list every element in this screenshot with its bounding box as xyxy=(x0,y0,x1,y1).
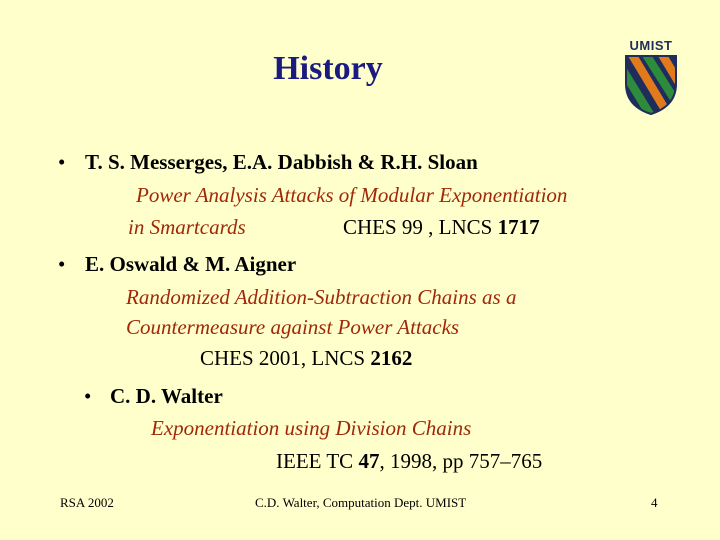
bullet-marker: • xyxy=(58,252,66,276)
entry-3-venue xyxy=(276,449,542,474)
entry-2-author: E. Oswald & M. Aigner xyxy=(85,252,297,276)
page-number: 4 xyxy=(651,495,658,510)
entry-3-title-line-1: Exponentiation using Division Chains xyxy=(151,416,472,440)
entry-2-title-line-1: Randomized Addition-Subtraction Chains as a xyxy=(126,285,517,309)
bullet-marker: • xyxy=(84,384,92,408)
entry-1-volume: 1717 xyxy=(497,215,540,239)
entry-1-venue xyxy=(343,215,540,240)
slide-title: History xyxy=(273,50,383,87)
shield-icon xyxy=(624,54,678,116)
logo-text: UMIST xyxy=(629,38,673,53)
entry-2-volume: 2162 xyxy=(370,346,413,370)
entry-1-author: T. S. Messerges, E.A. Dabbish & R.H. Sloan xyxy=(85,150,478,174)
entry-2-title-line-2: Countermeasure against Power Attacks xyxy=(126,315,460,339)
entry-1-title-line-2: in Smartcards xyxy=(128,215,246,239)
entry-3-venue-text: IEEE TC xyxy=(276,449,359,473)
entry-2-venue xyxy=(200,346,412,371)
entry-3-venue-rest: , 1998, pp 757–765 xyxy=(379,449,543,473)
entry-1-venue-text: CHES 99 , LNCS xyxy=(343,215,498,239)
footer-center: C.D. Walter, Computation Dept. UMIST xyxy=(255,495,467,510)
bullet-marker: • xyxy=(58,150,66,174)
footer-left: RSA 2002 xyxy=(60,495,114,510)
entry-3-volume: 47 xyxy=(358,449,380,473)
entry-2-venue-text: CHES 2001, LNCS xyxy=(200,346,371,370)
entry-3-author: C. D. Walter xyxy=(110,384,223,408)
entry-1-title-line-1: Power Analysis Attacks of Modular Exponentiation xyxy=(136,183,568,207)
umist-logo xyxy=(616,38,686,118)
